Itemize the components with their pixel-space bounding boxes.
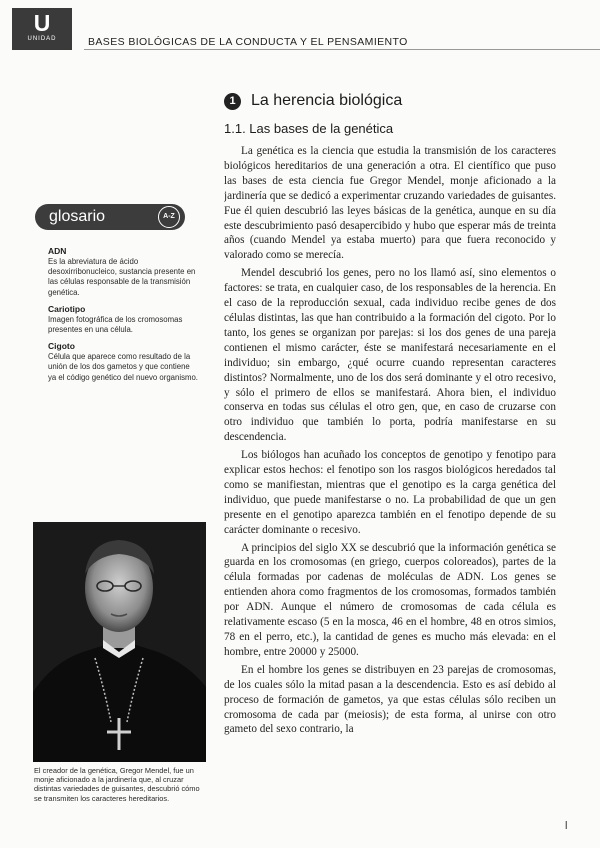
body-paragraph: Mendel descubrió los genes, pero no los llamó así, sino elementos o factores: se trata, en cualquier caso, de los responsables de la herencia. En el caso de la reproducción sexual, cada individuo recibe genes de dos células distintas, las que han contribuido a la formación del cigoto. Por lo tanto, los genes se organizan por parejas: si los dos genes de una pareja contienen el mismo carácter, éste se manifestará necesariamente en el individuo; sin embargo, ¿qué ocurre cuando representan caracteres distintos? Normalmente, uno de los dos será dominante y el otro recesivo, y sólo el primero de ellos se manifestará. Ahora bien, el individuo conserva en todas sus células el otro gen, que, en caso de cruzarse con otro individuo que también lo porta, podría manifestarse en su descendencia. xyxy=(224,267,556,444)
section-heading xyxy=(224,90,402,112)
photo-caption: El creador de la genética, Gregor Mendel, fue un monje aficionado a la jardinería que, al cruzar distintas variedades de guisantes, descubrió cómo se transmiten los caracteres hereditarios. xyxy=(34,766,200,803)
running-header: BASES BIOLÓGICAS DE LA CONDUCTA Y EL PENSAMIENTO xyxy=(88,36,408,48)
section-number-badge: 1 xyxy=(224,93,241,110)
glossary-list xyxy=(48,240,198,383)
glossary-term: Cariotipo xyxy=(48,303,86,314)
glossary-term: Cigoto xyxy=(48,341,75,352)
glossary-definition: Imagen fotográfica de los cromosomas presentes en una célula. xyxy=(48,314,183,335)
header-rule xyxy=(84,49,600,50)
glossary-title: glosario xyxy=(49,208,106,225)
main-body-text xyxy=(224,144,556,838)
glossary-banner xyxy=(35,204,185,230)
subsection-title: 1.1. Las bases de la genética xyxy=(224,121,394,136)
mendel-portrait-photo xyxy=(33,522,206,762)
body-paragraph: Los biólogos han acuñado los conceptos de genotipo y fenotipo para explicar estos hechos: el fenotipo son los rasgos biológicos heredados tal como se manifiestan, mientras que el genotipo es la carga genética del individuo, que puede manifestarse o no. La probabilidad de que un gen presente en el genotipo aparezca también en el fenotipo depende de su carácter dominante o recesivo. xyxy=(224,449,556,536)
body-paragraph: La genética es la ciencia que estudia la transmisión de los caracteres biológicos hereditarios de una generación a otra. El científico que puso las bases de esta ciencia fue Gregor Mendel, monje aficionado a la jardinería que se dedicó a experimentar cruzando variedades de guisantes. Fue él quien descubrió las leyes básicas de la genética, aunque en su día este descubrimiento pasó desapercibido y hubo que esperar más de treinta años (cuando Mendel ya estaba muerto) para que fuera reconocido y valorado como se merecía. xyxy=(224,145,556,262)
portrait-illustration xyxy=(33,522,206,762)
body-paragraph: En el hombre los genes se distribuyen en 23 parejas de cromosomas, de los cuales sólo la mitad pasan a la descendencia. Esto es así debido al proceso de formación de gametos, ya que estas células sólo reciben un cromosoma de cada par (meiosis); de esta forma, al unirse con otro gameto del sexo contrario, la xyxy=(224,663,556,736)
glossary-az-icon: A-Z xyxy=(158,206,180,228)
page-edge-mark: l xyxy=(565,820,568,832)
unit-label: UNIDAD xyxy=(27,36,57,42)
unit-letter: U xyxy=(33,10,51,36)
section-title: La herencia biológica xyxy=(251,92,403,109)
unit-badge xyxy=(12,8,72,50)
glossary-term: ADN xyxy=(48,246,67,256)
glossary-definition: Célula que aparece como resultado de la unión de los dos gametos y que contiene ya el código genético del nuevo organismo. xyxy=(48,352,198,382)
body-paragraph: A principios del siglo XX se descubrió que la información genética se guarda en los cromosomas (en griego, cuerpos coloreados), partes de la célula formadas por cadenas de moléculas de ADN. Los genes se entienden ahora como fragmentos de los cromosomas, formados también por ADN. Aunque el número de cromosomas de cada célula es relativamente escaso (5 en la mosca, 46 en el hombre, 48 en otros simios, 78 en el perro, etc.), la cantidad de genes es mucho más elevada: en el hombre, entre 20000 y 25000. xyxy=(224,541,556,658)
glossary-definition: Es la abreviatura de ácido desoxirribonucleico, sustancia presente en las células responsable de la transmisión genética. xyxy=(48,257,196,297)
